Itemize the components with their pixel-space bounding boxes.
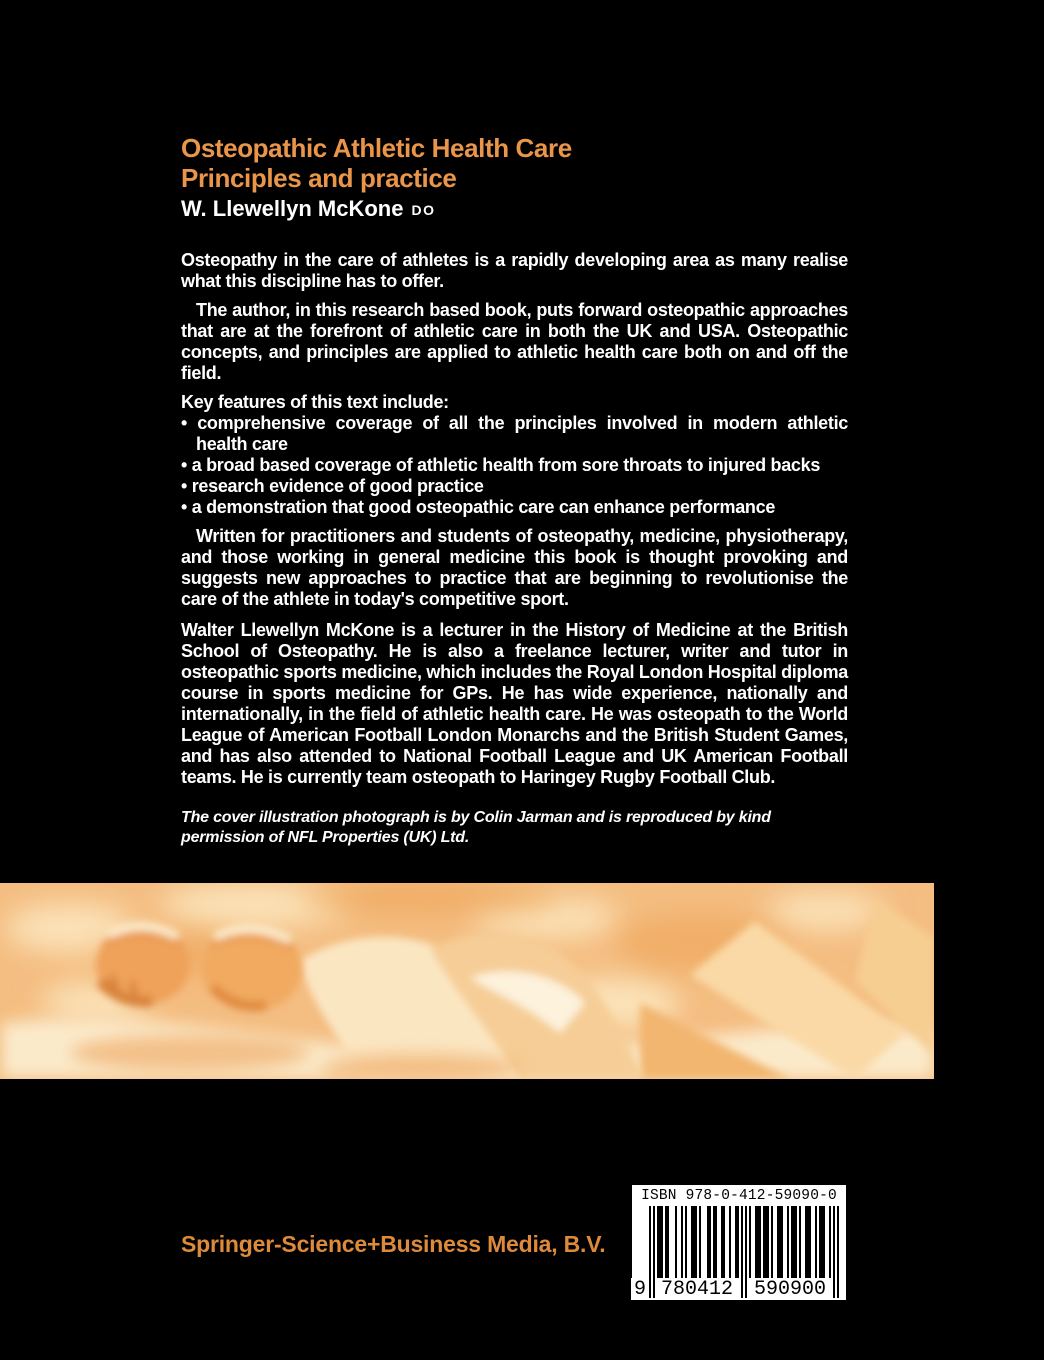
barcode-panel bbox=[632, 1185, 846, 1300]
football-players-illustration bbox=[0, 883, 934, 1079]
author-bio-paragraph bbox=[181, 620, 848, 788]
helmet-right bbox=[202, 927, 302, 1011]
back-cover-text-column bbox=[181, 133, 848, 847]
bio-text: is a lecturer in the History of Medicine at the British School of Osteopathy. He is also a freelance lecturer, writer and tutor in osteopathic sports medicine, which includes the Royal London Hospital diploma course in sports medicine for GPs. He has wide experience, nationally and internationally, in the field of athletic health care. He was osteopath to the World League of American Football London Monarchs and the British Student Games, and has also attended to National Football League and UK American Football teams. He is currently team osteopath to Haringey Rugby Football Club. bbox=[181, 620, 849, 787]
cover-photo-credit: The cover illustration photograph is by Colin Jarman and is reproduced by kind permission of NFL Properties (UK) Ltd. bbox=[181, 809, 771, 846]
barcode-digit-group2: 590900 bbox=[747, 1278, 833, 1300]
key-feature-item: • a demonstration that good osteopathic care can enhance performance bbox=[181, 497, 848, 518]
key-features-heading: Key features of this text include: bbox=[181, 392, 449, 412]
author-line bbox=[181, 195, 848, 224]
bio-author-name: Walter Llewellyn McKone bbox=[181, 620, 395, 640]
football-players-photo bbox=[0, 883, 934, 1079]
book-subtitle-line: Principles and practice bbox=[181, 163, 457, 193]
audience-paragraph: Written for practitioners and students of osteopathy, medicine, physiotherapy, and those working in general medicine this book is thought provoking and suggests new approaches to practice that are beginning to revolutionise the care of the athlete in today's competitive sport. bbox=[181, 526, 848, 609]
key-features-list bbox=[181, 413, 848, 518]
key-feature-item: • comprehensive coverage of all the principles involved in modern athletic health care bbox=[181, 413, 848, 455]
book-title-line-1: Osteopathic Athletic Health Care bbox=[181, 133, 572, 163]
author-credential: DO bbox=[411, 202, 436, 218]
key-feature-item: • research evidence of good practice bbox=[181, 476, 848, 497]
publisher-imprint: Springer-Science+Business Media, B.V. bbox=[181, 1231, 606, 1257]
key-feature-item: • a broad based coverage of athletic health from sore throats to injured backs bbox=[181, 455, 848, 476]
barcode-digit-group1: 780412 bbox=[655, 1278, 739, 1300]
helmet-left bbox=[96, 925, 190, 1005]
approach-paragraph: The author, in this research based book, puts forward osteopathic approaches that are at the forefront of athletic care in both the UK and USA. Osteopathic concepts, and principles are applied to athletic health care both on and off the field. bbox=[181, 300, 848, 383]
author-name: W. Llewellyn McKone bbox=[181, 196, 404, 221]
isbn-label: ISBN 978-0-412-59090-0 bbox=[641, 1188, 837, 1204]
barcode-digit-first: 9 bbox=[631, 1278, 649, 1300]
ean13-barcode bbox=[633, 1206, 841, 1301]
intro-paragraph: Osteopathy in the care of athletes is a rapidly developing area as many realise what this discipline has to offer. bbox=[181, 250, 848, 291]
